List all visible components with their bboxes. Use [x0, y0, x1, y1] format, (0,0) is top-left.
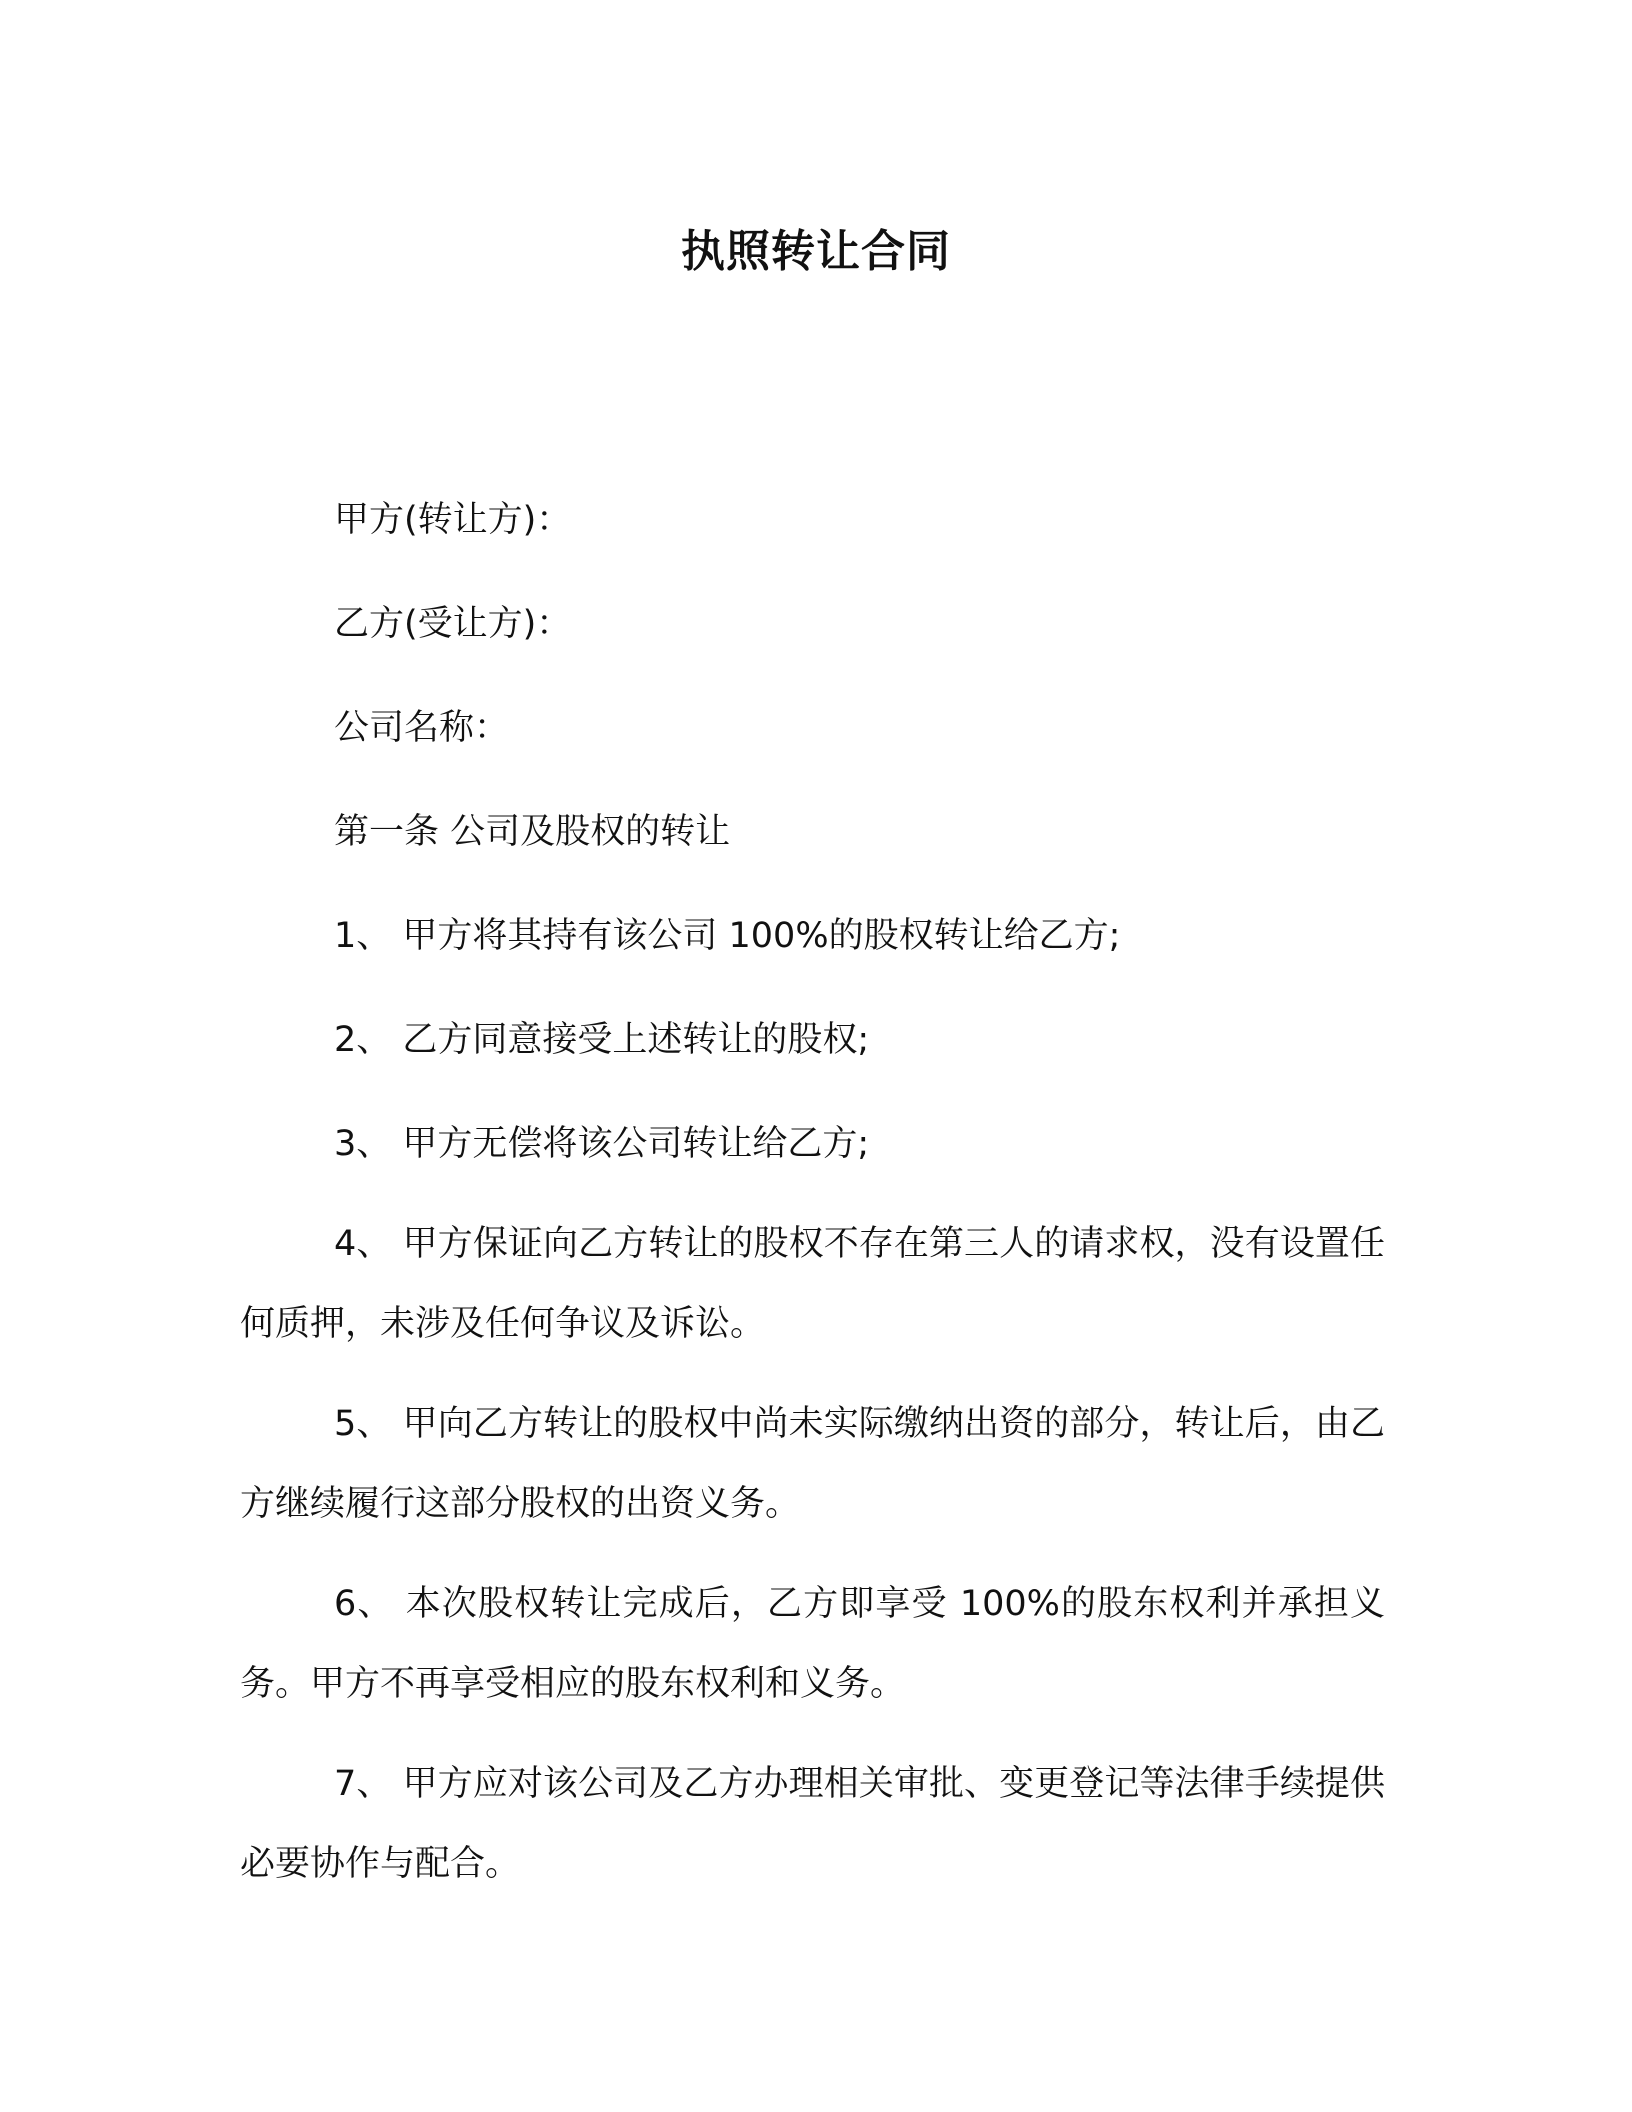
clause-4: 4、 甲方保证向乙方转让的股权不存在第三人的请求权，没有设置任何质押，未涉及任何争议及诉讼。 [240, 1224, 1385, 1344]
document-title: 执照转让合同 [681, 226, 951, 277]
clause-7: 7、 甲方应对该公司及乙方办理相关审批、变更登记等法律手续提供必要协作与配合。 [240, 1764, 1385, 1884]
company-name-line: 公司名称： [334, 708, 510, 748]
clause-1: 1、 甲方将其持有该公司 100%的股权转让给乙方; [334, 916, 1121, 956]
party-b-line: 乙方(受让方)： [334, 604, 572, 644]
party-a-line: 甲方(转让方)： [334, 500, 572, 540]
article-1-heading: 第一条 公司及股权的转让 [334, 812, 731, 852]
clause-3: 3、 甲方无偿将该公司转让给乙方; [334, 1124, 870, 1164]
clause-5: 5、 甲向乙方转让的股权中尚未实际缴纳出资的部分，转让后，由乙方继续履行这部分股权的出资义务。 [240, 1404, 1385, 1524]
clause-2: 2、 乙方同意接受上述转让的股权; [334, 1020, 870, 1060]
clause-6: 6、 本次股权转让完成后，乙方即享受 100%的股东权利并承担义务。甲方不再享受相应的股东权利和义务。 [240, 1584, 1385, 1704]
